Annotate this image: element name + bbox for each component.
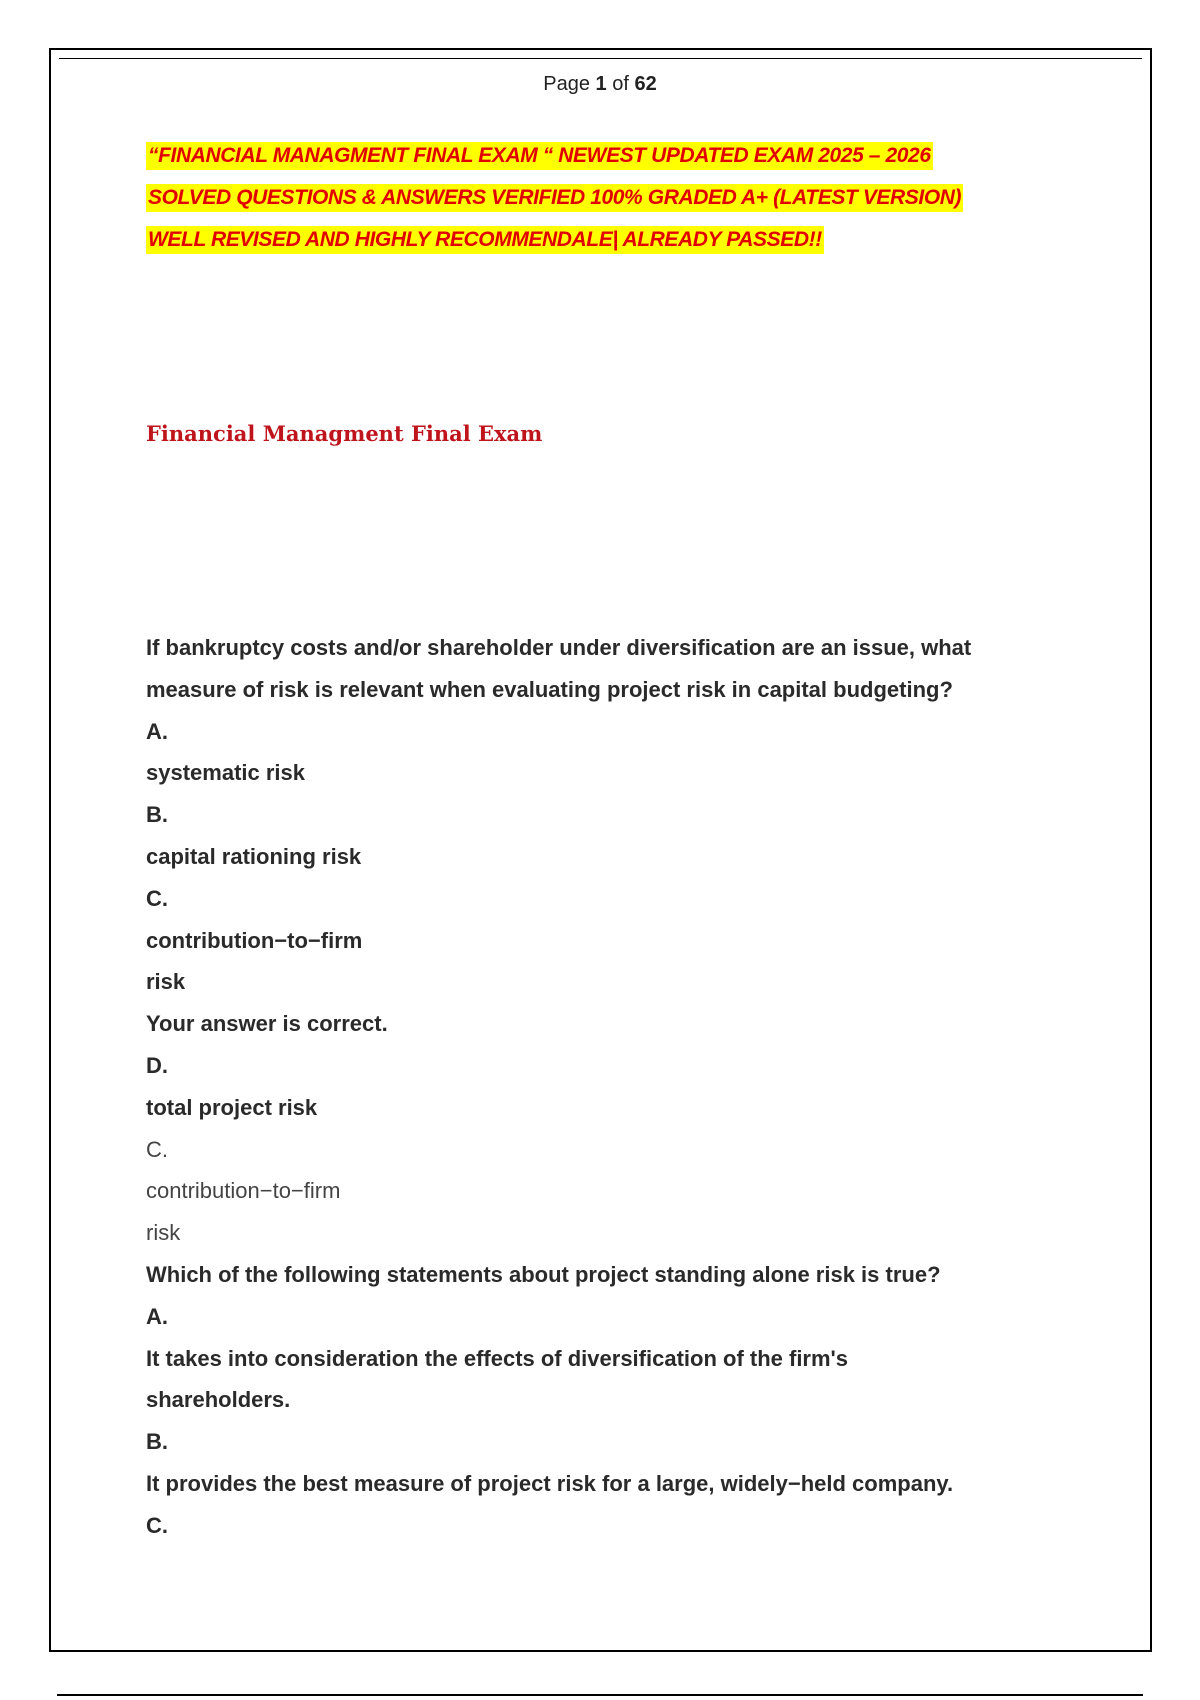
q2-option-a-text-line-1: It takes into consideration the effects of diversification of the firm's (146, 1345, 849, 1371)
page-sep: of (606, 73, 635, 95)
page-prefix: Page (543, 73, 596, 95)
q2-option-a-label: A. (146, 1303, 168, 1329)
banner-line-3: WELL REVISED AND HIGHLY RECOMMENDALE| ALREADY PASSED!! (146, 226, 824, 254)
q1-question-line-1: If bankruptcy costs and/or shareholder under diversification are an issue, what (146, 635, 972, 660)
q1-option-c-label: C. (146, 885, 168, 911)
q2-option-b-text: It provides the best measure of project risk for a large, widely−held company. (146, 1470, 954, 1496)
q1-question-line-2: measure of risk is relevant when evaluating project risk in capital budgeting? (146, 676, 953, 702)
q1-option-b-text: capital rationing risk (146, 843, 362, 869)
banner-line-2: SOLVED QUESTIONS & ANSWERS VERIFIED 100% GRADED A+ (LATEST VERSION) (146, 184, 963, 212)
next-page-top-rule (57, 1694, 1143, 1696)
q1-option-b-label: B. (146, 802, 168, 828)
q1-option-a-text: systematic risk (146, 760, 305, 786)
q2-question: Which of the following statements about project standing alone risk is true? (146, 1261, 941, 1287)
q1-option-d-text: total project risk (146, 1094, 318, 1120)
q2-option-b-label: B. (146, 1429, 168, 1455)
document-title: Financial Managment Final Exam (146, 421, 543, 446)
page-total: 62 (634, 73, 657, 95)
highlighted-banner (146, 142, 1046, 268)
q1-answer-label: C. (146, 1136, 168, 1162)
banner-line-1: “FINANCIAL MANAGMENT FINAL EXAM “ NEWEST UPDATED EXAM 2025 – 2026 (146, 142, 933, 170)
page-current: 1 (595, 73, 607, 95)
q1-option-a-label: A. (146, 718, 168, 744)
questions-content (146, 627, 1076, 1547)
page-number (0, 73, 1200, 96)
q2-option-a-text-line-2: shareholders. (146, 1387, 291, 1413)
q1-answer-line-2: risk (146, 1220, 181, 1246)
frame-top-rule (59, 58, 1142, 59)
q1-answer-line-1: contribution−to−firm (146, 1178, 341, 1204)
q1-feedback: Your answer is correct. (146, 1011, 388, 1037)
q1-option-c-text-line-2: risk (146, 969, 186, 995)
q1-option-c-text-line-1: contribution−to−firm (146, 927, 363, 953)
q2-option-c-label: C. (146, 1512, 168, 1538)
q1-option-d-label: D. (146, 1052, 168, 1078)
